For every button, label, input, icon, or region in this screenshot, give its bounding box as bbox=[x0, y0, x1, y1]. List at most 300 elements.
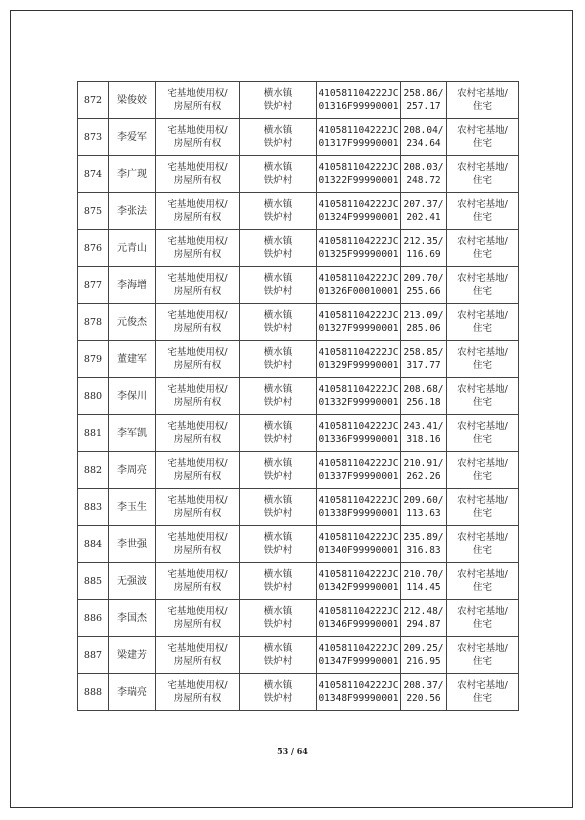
unit-code-text: 01340F99990001 bbox=[318, 545, 399, 556]
right-type-text: 房屋所有权 bbox=[173, 471, 222, 482]
owner-name-text: 李国杰 bbox=[117, 612, 147, 624]
land-use-text: 住宅 bbox=[472, 249, 492, 260]
land-use-text: 农村宅基地/ bbox=[457, 495, 508, 506]
area-cell bbox=[401, 526, 447, 563]
area-text: 216.95 bbox=[406, 656, 441, 667]
location-cell bbox=[240, 600, 317, 637]
area-cell bbox=[401, 82, 447, 119]
record-id-text: 876 bbox=[83, 242, 103, 254]
table-row bbox=[78, 341, 519, 378]
location-text: 横水镇 bbox=[263, 88, 293, 99]
record-id-cell bbox=[78, 674, 109, 711]
right-type-text: 宅基地使用权/ bbox=[167, 606, 228, 617]
land-use-text: 住宅 bbox=[472, 656, 492, 667]
location-cell bbox=[240, 230, 317, 267]
area-text: 317.77 bbox=[406, 360, 441, 371]
unit-code-text: 410581104222JC bbox=[318, 384, 399, 395]
location-cell bbox=[240, 378, 317, 415]
land-use-cell bbox=[447, 193, 519, 230]
area-text: 207.37/ bbox=[403, 199, 444, 210]
land-use-cell bbox=[447, 563, 519, 600]
land-use-text: 农村宅基地/ bbox=[457, 236, 508, 247]
record-id-text: 872 bbox=[83, 94, 103, 106]
land-use-text: 农村宅基地/ bbox=[457, 532, 508, 543]
owner-name-text: 李广现 bbox=[117, 168, 147, 180]
unit-code-text: 410581104222JC bbox=[318, 532, 399, 543]
unit-code-cell bbox=[317, 415, 401, 452]
right-type-cell bbox=[156, 378, 240, 415]
area-text: 257.17 bbox=[406, 101, 441, 112]
record-id-cell bbox=[78, 304, 109, 341]
location-cell bbox=[240, 637, 317, 674]
land-use-cell bbox=[447, 526, 519, 563]
area-text: 208.04/ bbox=[403, 125, 444, 136]
land-use-text: 农村宅基地/ bbox=[457, 569, 508, 580]
right-type-text: 宅基地使用权/ bbox=[167, 88, 228, 99]
right-type-cell bbox=[156, 637, 240, 674]
land-use-cell bbox=[447, 674, 519, 711]
land-use-text: 农村宅基地/ bbox=[457, 162, 508, 173]
land-use-text: 住宅 bbox=[472, 545, 492, 556]
record-id-text: 880 bbox=[83, 390, 103, 402]
land-use-text: 农村宅基地/ bbox=[457, 199, 508, 210]
land-use-text: 住宅 bbox=[472, 582, 492, 593]
table-row bbox=[78, 378, 519, 415]
owner-name-cell bbox=[109, 526, 156, 563]
unit-code-text: 01324F99990001 bbox=[318, 212, 399, 223]
records-table-body bbox=[78, 82, 519, 711]
record-id-text: 881 bbox=[83, 427, 103, 439]
area-cell bbox=[401, 119, 447, 156]
area-cell bbox=[401, 341, 447, 378]
unit-code-cell bbox=[317, 600, 401, 637]
record-id-text: 888 bbox=[83, 686, 103, 698]
unit-code-text: 01342F99990001 bbox=[318, 582, 399, 593]
right-type-cell bbox=[156, 563, 240, 600]
right-type-text: 房屋所有权 bbox=[173, 656, 222, 667]
land-use-text: 住宅 bbox=[472, 286, 492, 297]
records-table bbox=[77, 81, 519, 711]
record-id-cell bbox=[78, 452, 109, 489]
record-id-text: 885 bbox=[83, 575, 103, 587]
area-text: 258.85/ bbox=[403, 347, 444, 358]
land-use-cell bbox=[447, 341, 519, 378]
area-text: 209.60/ bbox=[403, 495, 444, 506]
location-text: 横水镇 bbox=[263, 569, 293, 580]
record-id-cell bbox=[78, 378, 109, 415]
record-id-cell bbox=[78, 267, 109, 304]
right-type-text: 房屋所有权 bbox=[173, 323, 222, 334]
right-type-cell bbox=[156, 156, 240, 193]
area-text: 202.41 bbox=[406, 212, 441, 223]
right-type-cell bbox=[156, 230, 240, 267]
land-use-text: 住宅 bbox=[472, 619, 492, 630]
location-cell bbox=[240, 452, 317, 489]
location-cell bbox=[240, 267, 317, 304]
owner-name-cell bbox=[109, 563, 156, 600]
right-type-cell bbox=[156, 674, 240, 711]
table-row bbox=[78, 637, 519, 674]
owner-name-cell bbox=[109, 674, 156, 711]
right-type-cell bbox=[156, 267, 240, 304]
land-use-text: 住宅 bbox=[472, 360, 492, 371]
unit-code-text: 01316F99990001 bbox=[318, 101, 399, 112]
location-text: 横水镇 bbox=[263, 125, 293, 136]
record-id-text: 877 bbox=[83, 279, 103, 291]
land-use-cell bbox=[447, 637, 519, 674]
record-id-cell bbox=[78, 526, 109, 563]
area-text: 212.48/ bbox=[403, 606, 444, 617]
area-cell bbox=[401, 489, 447, 526]
record-id-text: 884 bbox=[83, 538, 103, 550]
area-text: 255.66 bbox=[406, 286, 441, 297]
land-use-cell bbox=[447, 267, 519, 304]
record-id-cell bbox=[78, 193, 109, 230]
owner-name-cell bbox=[109, 600, 156, 637]
unit-code-cell bbox=[317, 563, 401, 600]
location-cell bbox=[240, 119, 317, 156]
land-use-text: 住宅 bbox=[472, 397, 492, 408]
right-type-text: 宅基地使用权/ bbox=[167, 680, 228, 691]
location-text: 铁炉村 bbox=[263, 508, 293, 519]
land-use-text: 住宅 bbox=[472, 212, 492, 223]
right-type-text: 宅基地使用权/ bbox=[167, 273, 228, 284]
unit-code-text: 410581104222JC bbox=[318, 273, 399, 284]
land-use-cell bbox=[447, 156, 519, 193]
area-text: 234.64 bbox=[406, 138, 441, 149]
owner-name-cell bbox=[109, 193, 156, 230]
area-text: 220.56 bbox=[406, 693, 441, 704]
land-use-text: 住宅 bbox=[472, 434, 492, 445]
location-text: 铁炉村 bbox=[263, 656, 293, 667]
unit-code-text: 410581104222JC bbox=[318, 310, 399, 321]
right-type-text: 宅基地使用权/ bbox=[167, 532, 228, 543]
table-row bbox=[78, 193, 519, 230]
unit-code-cell bbox=[317, 267, 401, 304]
owner-name-cell bbox=[109, 415, 156, 452]
unit-code-text: 01346F99990001 bbox=[318, 619, 399, 630]
location-text: 横水镇 bbox=[263, 458, 293, 469]
unit-code-cell bbox=[317, 193, 401, 230]
area-text: 262.26 bbox=[406, 471, 441, 482]
right-type-text: 宅基地使用权/ bbox=[167, 125, 228, 136]
unit-code-text: 01327F99990001 bbox=[318, 323, 399, 334]
table-row bbox=[78, 230, 519, 267]
unit-code-text: 410581104222JC bbox=[318, 569, 399, 580]
owner-name-text: 李张法 bbox=[117, 205, 147, 217]
owner-name-cell bbox=[109, 637, 156, 674]
right-type-text: 房屋所有权 bbox=[173, 582, 222, 593]
right-type-text: 宅基地使用权/ bbox=[167, 162, 228, 173]
unit-code-cell bbox=[317, 452, 401, 489]
land-use-text: 住宅 bbox=[472, 508, 492, 519]
record-id-cell bbox=[78, 600, 109, 637]
table-row bbox=[78, 267, 519, 304]
right-type-text: 宅基地使用权/ bbox=[167, 421, 228, 432]
location-text: 横水镇 bbox=[263, 310, 293, 321]
land-use-text: 农村宅基地/ bbox=[457, 643, 508, 654]
unit-code-text: 410581104222JC bbox=[318, 643, 399, 654]
unit-code-cell bbox=[317, 82, 401, 119]
area-cell bbox=[401, 156, 447, 193]
unit-code-cell bbox=[317, 526, 401, 563]
owner-name-cell bbox=[109, 230, 156, 267]
record-id-cell bbox=[78, 82, 109, 119]
record-id-text: 882 bbox=[83, 464, 103, 476]
record-id-text: 879 bbox=[83, 353, 103, 365]
owner-name-text: 李保川 bbox=[117, 390, 147, 402]
table-row bbox=[78, 415, 519, 452]
location-text: 铁炉村 bbox=[263, 323, 293, 334]
land-use-cell bbox=[447, 489, 519, 526]
location-cell bbox=[240, 415, 317, 452]
location-cell bbox=[240, 489, 317, 526]
land-use-text: 农村宅基地/ bbox=[457, 606, 508, 617]
unit-code-text: 410581104222JC bbox=[318, 606, 399, 617]
land-use-cell bbox=[447, 415, 519, 452]
area-cell bbox=[401, 415, 447, 452]
location-cell bbox=[240, 563, 317, 600]
unit-code-text: 01337F99990001 bbox=[318, 471, 399, 482]
unit-code-text: 01325F99990001 bbox=[318, 249, 399, 260]
land-use-text: 农村宅基地/ bbox=[457, 384, 508, 395]
right-type-cell bbox=[156, 341, 240, 378]
area-cell bbox=[401, 230, 447, 267]
right-type-text: 房屋所有权 bbox=[173, 286, 222, 297]
record-id-text: 887 bbox=[83, 649, 103, 661]
land-use-cell bbox=[447, 304, 519, 341]
area-text: 316.83 bbox=[406, 545, 441, 556]
unit-code-text: 01338F99990001 bbox=[318, 508, 399, 519]
table-row bbox=[78, 674, 519, 711]
location-text: 横水镇 bbox=[263, 384, 293, 395]
record-id-cell bbox=[78, 415, 109, 452]
land-use-text: 住宅 bbox=[472, 175, 492, 186]
location-text: 铁炉村 bbox=[263, 693, 293, 704]
area-text: 285.06 bbox=[406, 323, 441, 334]
table-row bbox=[78, 82, 519, 119]
table-row bbox=[78, 156, 519, 193]
table-row bbox=[78, 119, 519, 156]
owner-name-cell bbox=[109, 156, 156, 193]
right-type-cell bbox=[156, 452, 240, 489]
land-use-cell bbox=[447, 452, 519, 489]
unit-code-text: 410581104222JC bbox=[318, 125, 399, 136]
unit-code-text: 410581104222JC bbox=[318, 458, 399, 469]
page-number: 53 / 64 bbox=[277, 746, 308, 756]
location-text: 横水镇 bbox=[263, 236, 293, 247]
unit-code-text: 01326F00010001 bbox=[318, 286, 399, 297]
owner-name-cell bbox=[109, 489, 156, 526]
unit-code-text: 01336F99990001 bbox=[318, 434, 399, 445]
right-type-text: 宅基地使用权/ bbox=[167, 236, 228, 247]
right-type-text: 房屋所有权 bbox=[173, 434, 222, 445]
location-text: 铁炉村 bbox=[263, 582, 293, 593]
area-text: 256.18 bbox=[406, 397, 441, 408]
location-text: 铁炉村 bbox=[263, 286, 293, 297]
area-text: 210.70/ bbox=[403, 569, 444, 580]
right-type-text: 房屋所有权 bbox=[173, 545, 222, 556]
area-text: 248.72 bbox=[406, 175, 441, 186]
location-text: 横水镇 bbox=[263, 532, 293, 543]
unit-code-cell bbox=[317, 674, 401, 711]
table-row bbox=[78, 563, 519, 600]
area-text: 243.41/ bbox=[403, 421, 444, 432]
unit-code-text: 410581104222JC bbox=[318, 680, 399, 691]
record-id-text: 883 bbox=[83, 501, 103, 513]
land-use-text: 住宅 bbox=[472, 138, 492, 149]
unit-code-text: 01332F99990001 bbox=[318, 397, 399, 408]
record-id-cell bbox=[78, 230, 109, 267]
location-text: 铁炉村 bbox=[263, 249, 293, 260]
land-use-text: 住宅 bbox=[472, 693, 492, 704]
owner-name-text: 元俊杰 bbox=[117, 316, 147, 328]
land-use-text: 农村宅基地/ bbox=[457, 273, 508, 284]
right-type-text: 宅基地使用权/ bbox=[167, 199, 228, 210]
area-text: 258.86/ bbox=[403, 88, 444, 99]
land-use-cell bbox=[447, 230, 519, 267]
unit-code-cell bbox=[317, 119, 401, 156]
location-cell bbox=[240, 156, 317, 193]
area-text: 213.09/ bbox=[403, 310, 444, 321]
right-type-text: 房屋所有权 bbox=[173, 397, 222, 408]
right-type-text: 宅基地使用权/ bbox=[167, 643, 228, 654]
record-id-text: 873 bbox=[83, 131, 103, 143]
location-cell bbox=[240, 193, 317, 230]
location-text: 横水镇 bbox=[263, 643, 293, 654]
area-cell bbox=[401, 452, 447, 489]
table-row bbox=[78, 600, 519, 637]
table-row bbox=[78, 526, 519, 563]
location-text: 铁炉村 bbox=[263, 212, 293, 223]
location-text: 铁炉村 bbox=[263, 397, 293, 408]
right-type-cell bbox=[156, 526, 240, 563]
record-id-text: 886 bbox=[83, 612, 103, 624]
record-id-text: 878 bbox=[83, 316, 103, 328]
area-text: 209.25/ bbox=[403, 643, 444, 654]
owner-name-cell bbox=[109, 304, 156, 341]
owner-name-text: 元青山 bbox=[117, 242, 147, 254]
table-row bbox=[78, 452, 519, 489]
area-cell bbox=[401, 267, 447, 304]
right-type-cell bbox=[156, 415, 240, 452]
land-use-text: 农村宅基地/ bbox=[457, 680, 508, 691]
owner-name-text: 李周亮 bbox=[117, 464, 147, 476]
right-type-cell bbox=[156, 119, 240, 156]
right-type-text: 宅基地使用权/ bbox=[167, 495, 228, 506]
area-text: 116.69 bbox=[406, 249, 441, 260]
location-text: 横水镇 bbox=[263, 347, 293, 358]
area-text: 294.87 bbox=[406, 619, 441, 630]
area-text: 209.70/ bbox=[403, 273, 444, 284]
land-use-text: 农村宅基地/ bbox=[457, 88, 508, 99]
land-use-text: 农村宅基地/ bbox=[457, 421, 508, 432]
land-use-text: 住宅 bbox=[472, 101, 492, 112]
area-text: 318.16 bbox=[406, 434, 441, 445]
location-text: 横水镇 bbox=[263, 495, 293, 506]
right-type-cell bbox=[156, 304, 240, 341]
record-id-cell bbox=[78, 341, 109, 378]
location-text: 铁炉村 bbox=[263, 471, 293, 482]
area-cell bbox=[401, 378, 447, 415]
record-id-cell bbox=[78, 563, 109, 600]
owner-name-text: 李玉生 bbox=[117, 501, 147, 513]
unit-code-cell bbox=[317, 156, 401, 193]
location-text: 横水镇 bbox=[263, 606, 293, 617]
location-text: 铁炉村 bbox=[263, 175, 293, 186]
right-type-text: 房屋所有权 bbox=[173, 693, 222, 704]
right-type-cell bbox=[156, 600, 240, 637]
right-type-text: 宅基地使用权/ bbox=[167, 384, 228, 395]
area-text: 212.35/ bbox=[403, 236, 444, 247]
right-type-text: 宅基地使用权/ bbox=[167, 347, 228, 358]
table-row bbox=[78, 304, 519, 341]
owner-name-cell bbox=[109, 341, 156, 378]
land-use-cell bbox=[447, 378, 519, 415]
unit-code-text: 410581104222JC bbox=[318, 88, 399, 99]
unit-code-cell bbox=[317, 341, 401, 378]
right-type-text: 房屋所有权 bbox=[173, 508, 222, 519]
area-text: 208.68/ bbox=[403, 384, 444, 395]
owner-name-text: 无强波 bbox=[117, 575, 147, 587]
owner-name-cell bbox=[109, 267, 156, 304]
location-cell bbox=[240, 341, 317, 378]
record-id-text: 874 bbox=[83, 168, 103, 180]
unit-code-text: 410581104222JC bbox=[318, 236, 399, 247]
land-use-text: 农村宅基地/ bbox=[457, 458, 508, 469]
land-use-text: 住宅 bbox=[472, 323, 492, 334]
unit-code-text: 01348F99990001 bbox=[318, 693, 399, 704]
land-use-text: 农村宅基地/ bbox=[457, 310, 508, 321]
area-cell bbox=[401, 600, 447, 637]
owner-name-cell bbox=[109, 82, 156, 119]
owner-name-cell bbox=[109, 119, 156, 156]
right-type-cell bbox=[156, 489, 240, 526]
land-use-text: 农村宅基地/ bbox=[457, 125, 508, 136]
location-text: 横水镇 bbox=[263, 199, 293, 210]
owner-name-cell bbox=[109, 452, 156, 489]
unit-code-text: 01329F99990001 bbox=[318, 360, 399, 371]
location-text: 横水镇 bbox=[263, 273, 293, 284]
area-cell bbox=[401, 304, 447, 341]
unit-code-cell bbox=[317, 230, 401, 267]
record-id-cell bbox=[78, 156, 109, 193]
record-id-cell bbox=[78, 637, 109, 674]
area-cell bbox=[401, 674, 447, 711]
area-text: 210.91/ bbox=[403, 458, 444, 469]
area-text: 113.63 bbox=[406, 508, 441, 519]
land-use-cell bbox=[447, 600, 519, 637]
record-id-cell bbox=[78, 489, 109, 526]
right-type-cell bbox=[156, 82, 240, 119]
unit-code-cell bbox=[317, 637, 401, 674]
land-use-text: 住宅 bbox=[472, 471, 492, 482]
right-type-text: 房屋所有权 bbox=[173, 175, 222, 186]
owner-name-text: 李世强 bbox=[117, 538, 147, 550]
unit-code-text: 410581104222JC bbox=[318, 162, 399, 173]
unit-code-text: 410581104222JC bbox=[318, 495, 399, 506]
unit-code-text: 410581104222JC bbox=[318, 421, 399, 432]
land-use-cell bbox=[447, 119, 519, 156]
area-text: 235.89/ bbox=[403, 532, 444, 543]
location-cell bbox=[240, 82, 317, 119]
area-cell bbox=[401, 563, 447, 600]
location-cell bbox=[240, 304, 317, 341]
owner-name-text: 梁俊姣 bbox=[117, 94, 147, 106]
owner-name-text: 梁建芳 bbox=[117, 649, 147, 661]
unit-code-text: 01347F99990001 bbox=[318, 656, 399, 667]
location-text: 铁炉村 bbox=[263, 138, 293, 149]
